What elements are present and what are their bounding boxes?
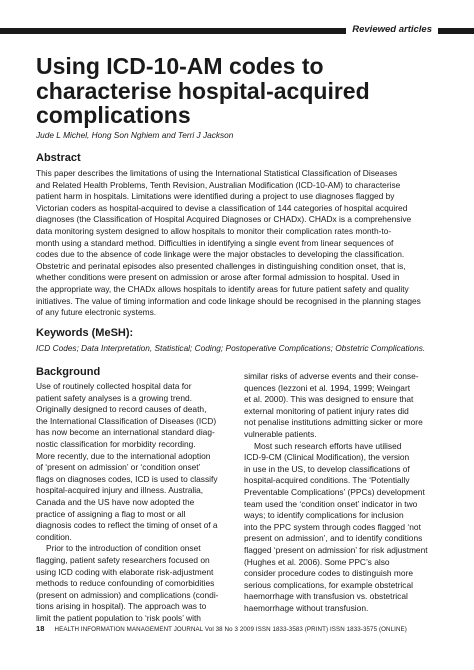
abstract-line: diagnoses (the Classification of Hospital Acquired Diagnoses or CHADx). CHADx is a comprehensive <box>36 214 412 225</box>
abstract-line: and Related Health Problems, Tenth Revision, Australian Modification (ICD-10-AM) to characterise <box>36 179 401 190</box>
body-column-right <box>244 371 449 614</box>
body-line: in use in the US, to develop classifications of <box>244 463 410 474</box>
abstract-line: patient harm in hospitals. Limitations were identified during a project to use diagnoses flagged by <box>36 191 395 202</box>
body-line: serious complications, for example obstetrical <box>244 579 413 590</box>
body-line: (Hughes et al. 2006). Some PPC’s also <box>244 556 390 567</box>
section-label: Reviewed articles <box>346 20 438 40</box>
abstract-line: the appropriate way, the CHADx allows hospitals to identify areas for future patient safety and quality <box>36 283 409 294</box>
title-line: complications <box>36 102 191 128</box>
body-line: using ICD coding with elaborate risk-adjustment <box>36 566 214 577</box>
body-line: not penalise institutions admitting sicker or more <box>244 417 423 428</box>
body-line: haemorrhage without transfusion. <box>244 602 369 613</box>
abstract-line: initiatives. The value of timing information and code linkage should be recognised in the planning stages <box>36 295 421 306</box>
body-line: ways; to identify complications for inclusion <box>244 510 404 521</box>
body-line: practice of assigning a flag to most or all <box>36 508 186 519</box>
body-line: nostic classification for morbidity recording. <box>36 438 196 449</box>
body-line: diagnosis codes to reflect the timing of onset of a <box>36 520 218 531</box>
body-line: Canada and the US have now adopted the <box>36 496 195 507</box>
background-heading: Background <box>36 366 101 378</box>
abstract-line: whether conditions were present on admission or arose after formal admission to hospital. Used in <box>36 272 400 283</box>
body-line: Originally designed to record causes of death, <box>36 404 207 415</box>
body-line: Most such research efforts have utilised <box>254 440 402 451</box>
page-number: 18 <box>36 624 45 633</box>
body-line: flagged ‘present on admission’ for risk adjustment <box>244 544 428 555</box>
body-line: external monitoring of patient injury rates did <box>244 405 409 416</box>
abstract-line: codes due to the absence of code linkage were the major obstacles to developing the classification. <box>36 249 405 260</box>
keywords-heading: Keywords (MeSH): <box>36 327 134 339</box>
body-line: limit the patient population to ‘risk pools’ with <box>36 612 201 623</box>
abstract-line: of any future electronic systems. <box>36 307 157 318</box>
body-line: Preventable Complications’ (PPCs) development <box>244 486 425 497</box>
body-line: (present on admission) and complications (condi- <box>36 589 219 600</box>
body-line: hospital-acquired conditions. The ‘Potentially <box>244 475 410 486</box>
body-line: quences (Iezzoni et al. 1994, 1999; Weingart <box>244 382 411 393</box>
body-line: similar risks of adverse events and their conse- <box>244 371 419 381</box>
body-line: More recently, due to the international adoption <box>36 450 211 461</box>
body-line: vulnerable patients. <box>244 428 317 439</box>
title-line: characterise hospital-acquired <box>36 77 370 104</box>
abstract-line: This paper describes the limitations of using the International Statistical Classification of Diseases <box>36 168 398 178</box>
abstract-line: Obstetric and perinatal episodes also presented challenges in distinguishing condition onset, that is, <box>36 260 406 271</box>
article-title <box>36 54 446 128</box>
abstract-line: Victorian coders as hospital-acquired to devise a classification of 144 categories of hospital acquired <box>36 202 408 213</box>
abstract-line: month using a standard method. Difficulties in identifying a single event from linear sequences of <box>36 237 394 248</box>
body-line: team used the ‘condition onset’ indicator in two <box>244 498 418 509</box>
body-line: tions arising in hospital). The approach was to <box>36 601 207 612</box>
journal-citation: HEALTH INFORMATION MANAGEMENT JOURNAL Vol 38 No 3 2009 ISSN 1833-3583 (PRINT) ISSN 1833-3575 (ONLINE) <box>54 626 407 633</box>
body-line: haemorrhage with transfusion vs. obstetrical <box>244 591 408 602</box>
body-line: flags on diagnoses codes, ICD is used to classify <box>36 473 218 484</box>
body-line: et al. 2000). This was designed to ensure that <box>244 394 414 405</box>
body-line: present on admission’, and to identify conditions <box>244 533 423 544</box>
body-line: into the PPC system through codes flagged ‘not <box>244 521 421 532</box>
title-line: Using ICD-10-AM codes to <box>36 53 324 79</box>
abstract-line: data monitoring system designed to allow hospitals to monitor their complication rates month-to- <box>36 225 392 236</box>
keywords-list: ICD Codes; Data Interpretation, Statistical; Coding; Postoperative Complications; Obstetric Complications. <box>36 343 426 353</box>
body-line: condition. <box>36 531 72 542</box>
body-line: of ‘present on admission’ or ‘condition onset’ <box>36 462 201 473</box>
body-line: hospital-acquired injury and illness. Australia, <box>36 485 204 496</box>
body-line: patient safety analyses is a growing trend. <box>36 392 192 403</box>
abstract-body <box>36 168 446 319</box>
body-line: consider procedure codes to distinguish more <box>244 568 413 579</box>
body-column-left <box>36 381 233 624</box>
body-line: ICD-9-CM (Clinical Modification), the version <box>244 452 410 463</box>
body-line: flagging, patient safety researchers focused on <box>36 554 210 565</box>
abstract-heading: Abstract <box>36 152 81 164</box>
body-line: has now become an international standard diag- <box>36 427 215 438</box>
body-line: the International Classification of Diseases (ICD) <box>36 415 217 426</box>
authors: Jude L Michel, Hong Son Nghiem and Terri J Jackson <box>36 130 234 140</box>
page-footer <box>36 624 407 633</box>
body-line: Use of routinely collected hospital data for <box>36 381 192 391</box>
body-line: methods to reduce confounding of comorbidities <box>36 578 215 589</box>
body-line: Prior to the introduction of condition onset <box>46 543 201 554</box>
